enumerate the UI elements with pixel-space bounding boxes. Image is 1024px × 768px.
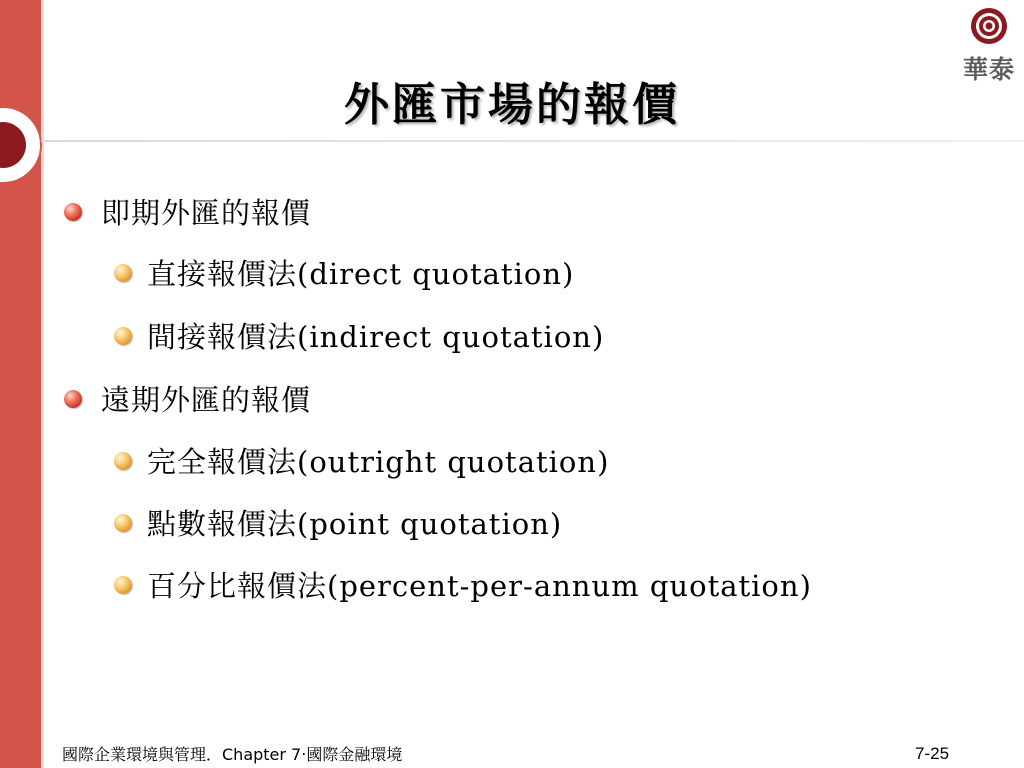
bullet-item xyxy=(147,254,574,294)
bullet-text: 間接報價法(indirect quotation) xyxy=(147,320,605,354)
level1-bullet-icon xyxy=(64,390,82,408)
bullet-text: 遠期外匯的報價 xyxy=(101,383,312,417)
level1-bullet-icon xyxy=(64,203,82,221)
logo-text: 華泰 xyxy=(962,55,1015,84)
bullet-text: 百分比報價法(percent-per-annum quotation) xyxy=(147,569,812,603)
publisher-logo xyxy=(958,6,1020,86)
bullet-text: 直接報價法(direct quotation) xyxy=(147,257,575,291)
level2-bullet-icon xyxy=(114,264,132,282)
bullet-item xyxy=(147,442,609,482)
left-accent-bar-edge xyxy=(41,0,44,768)
level2-bullet-icon xyxy=(114,327,132,345)
level2-bullet-icon xyxy=(114,576,132,594)
bullet-text: 點數報價法(point quotation) xyxy=(147,507,563,541)
bullet-item xyxy=(147,317,604,357)
footer-course-title: 國際企業環境與管理．Chapter 7‧國際金融環境 xyxy=(62,745,403,764)
left-circle-ornament-core xyxy=(0,122,26,168)
bullet-item xyxy=(147,504,562,544)
bullet-text: 即期外匯的報價 xyxy=(101,196,312,230)
bullet-item xyxy=(101,193,311,233)
header-divider xyxy=(41,140,1024,142)
footer-page-number: 7-25 xyxy=(915,744,950,763)
logo-ring-icon xyxy=(969,6,1009,46)
bullet-text: 完全報價法(outright quotation) xyxy=(147,445,610,479)
slide-title: 外匯市場的報價 xyxy=(343,78,680,131)
level2-bullet-icon xyxy=(114,452,132,470)
bullet-item xyxy=(147,566,812,606)
level2-bullet-icon xyxy=(114,514,132,532)
bullet-item xyxy=(101,380,311,420)
